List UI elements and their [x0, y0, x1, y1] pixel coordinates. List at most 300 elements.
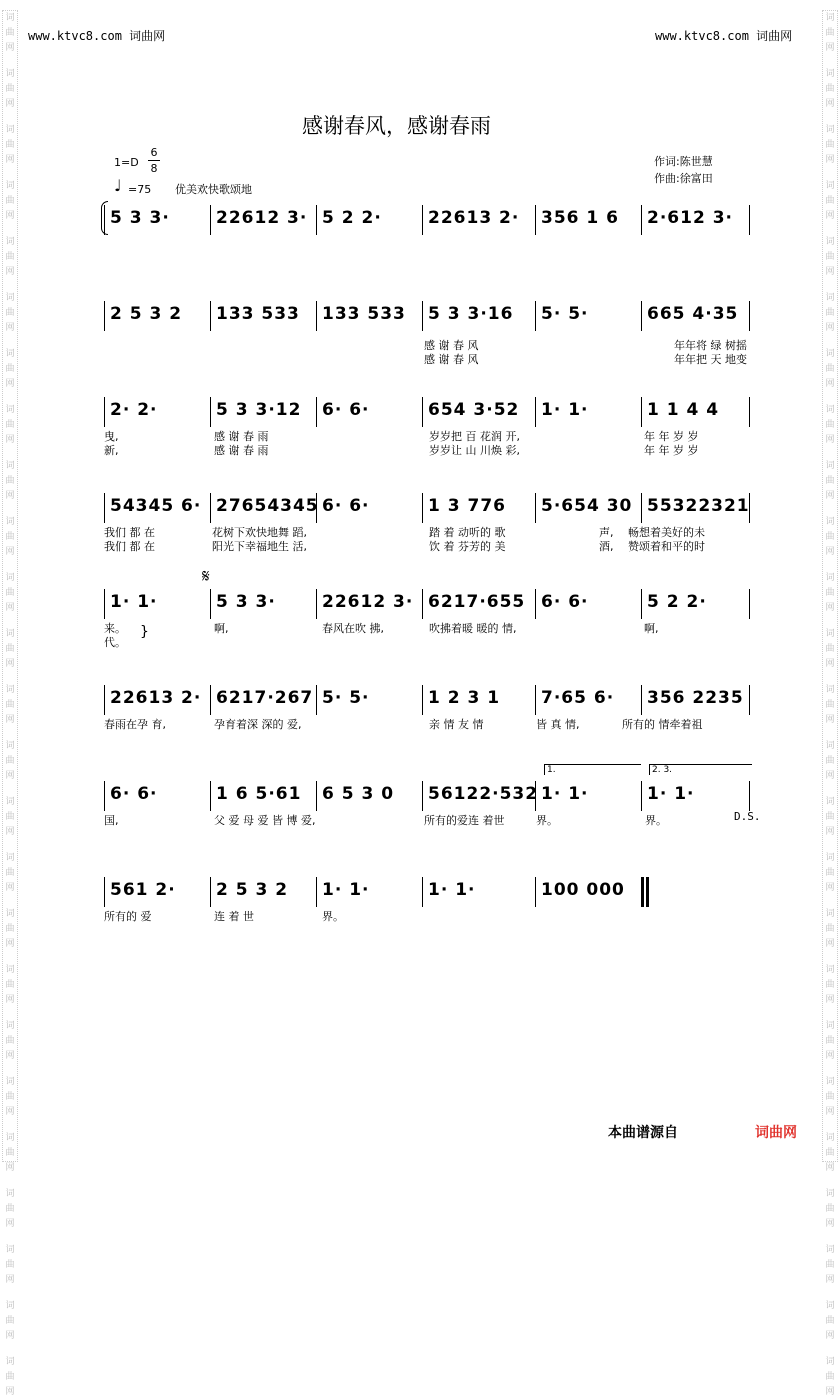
watermark-char: 曲 [825, 28, 835, 38]
watermark-char: 曲 [825, 364, 835, 374]
measure-notes: 5· 5· [541, 304, 589, 324]
watermark-gap [3, 1064, 17, 1075]
watermark-char: 曲 [825, 420, 835, 430]
watermark-char: 曲 [825, 1316, 835, 1326]
watermark-char: 网 [5, 435, 15, 445]
watermark-char: 词 [825, 965, 835, 975]
bar-line [316, 589, 317, 619]
watermark-char: 网 [5, 939, 15, 949]
watermark-char: 词 [5, 69, 15, 79]
lyric-line: 年 年 岁 岁 [644, 430, 699, 443]
watermark-gap [3, 1176, 17, 1187]
watermark-char: 词 [825, 125, 835, 135]
watermark-char: 网 [825, 267, 835, 277]
bar-line [316, 205, 317, 235]
bar-line [749, 781, 750, 811]
composer: 作曲:徐富田 [654, 172, 713, 185]
lyric-line: 年 年 岁 岁 [644, 444, 699, 457]
watermark-char: 网 [825, 99, 835, 109]
measure-notes: 56122·532 [428, 784, 539, 804]
lyric-line: 感 谢 春 风 [424, 339, 479, 352]
bar-line [210, 781, 211, 811]
watermark-char: 词 [5, 237, 15, 247]
bar-line [422, 397, 423, 427]
watermark-char: 曲 [5, 1204, 15, 1214]
watermark-char: 曲 [825, 756, 835, 766]
watermark-char: 词 [825, 1133, 835, 1143]
watermark-gap [823, 336, 837, 347]
score-system [104, 491, 754, 553]
lyric-line: 连 着 世 [214, 910, 254, 923]
watermark-char: 网 [825, 603, 835, 613]
watermark-char: 网 [825, 547, 835, 557]
watermark-char: 词 [5, 909, 15, 919]
header-right-site: 词曲网 [756, 29, 793, 43]
lyric-line: 父 爱 母 爱 皆 博 爱, [214, 814, 316, 827]
watermark-gap [823, 784, 837, 795]
bar-line [749, 397, 750, 427]
watermark-char: 网 [5, 547, 15, 557]
bar-line [535, 493, 536, 523]
watermark-char: 词 [5, 1133, 15, 1143]
watermark-char: 网 [5, 1275, 15, 1285]
watermark-char: 词 [825, 629, 835, 639]
watermark-char: 网 [5, 211, 15, 221]
bar-line [316, 397, 317, 427]
watermark-char: 网 [5, 491, 15, 501]
watermark-gap [823, 1008, 837, 1019]
watermark-char: 曲 [5, 756, 15, 766]
measure-notes: 22613 2· [110, 688, 202, 708]
watermark-char: 曲 [5, 140, 15, 150]
watermark-gap [823, 392, 837, 403]
measure-notes: 6217·655 [428, 592, 526, 612]
watermark-gap [823, 1288, 837, 1299]
watermark-char: 网 [5, 603, 15, 613]
measure-notes: 22613 2· [428, 208, 520, 228]
header-left-site: 词曲网 [129, 29, 166, 43]
right-watermark-column [822, 10, 838, 1397]
watermark-char: 词 [5, 629, 15, 639]
bar-line [104, 877, 105, 907]
key-signature: 1=D [114, 156, 139, 169]
bar-line [641, 397, 642, 427]
watermark-char: 词 [5, 1077, 15, 1087]
lyric-line: 酒, [599, 540, 614, 553]
watermark-char: 曲 [825, 476, 835, 486]
watermark-char: 曲 [825, 1036, 835, 1046]
measure-notes: 6· 6· [110, 784, 158, 804]
watermark-char: 网 [5, 1331, 15, 1341]
watermark-char: 曲 [825, 700, 835, 710]
watermark-char: 词 [5, 349, 15, 359]
header-left-url[interactable]: www.ktvc8.com [28, 29, 122, 43]
watermark-char: 词 [825, 237, 835, 247]
watermark-char: 曲 [825, 1372, 835, 1382]
watermark-char: 网 [825, 827, 835, 837]
watermark-char: 词 [5, 1021, 15, 1031]
watermark-char: 网 [825, 155, 835, 165]
watermark-char: 网 [825, 43, 835, 53]
watermark-char: 词 [5, 1357, 15, 1367]
measure-notes: 7·65 6· [541, 688, 615, 708]
measure-notes: 2·612 3· [647, 208, 733, 228]
watermark-char: 网 [825, 379, 835, 389]
bar-line [104, 685, 105, 715]
measure-notes: 1· 1· [541, 400, 589, 420]
watermark-char: 词 [825, 853, 835, 863]
watermark-gap [823, 1344, 837, 1355]
bar-line [104, 397, 105, 427]
watermark-char: 网 [825, 771, 835, 781]
watermark-char: 曲 [825, 1148, 835, 1158]
watermark-gap [3, 728, 17, 739]
watermark-char: 词 [825, 797, 835, 807]
bar-line [641, 301, 642, 331]
watermark-char: 网 [825, 1163, 835, 1173]
watermark-char: 曲 [825, 588, 835, 598]
measure-notes: 5 3 3· [216, 592, 276, 612]
measure-notes: 22612 3· [322, 592, 414, 612]
lyric-line: 赞颂着和平的时 [628, 540, 705, 553]
measure-notes: 6· 6· [322, 496, 370, 516]
bar-line [641, 589, 642, 619]
watermark-char: 曲 [5, 476, 15, 486]
watermark-char: 网 [5, 995, 15, 1005]
measure-notes: 5 3 3·16 [428, 304, 514, 324]
measure-notes: 6· 6· [541, 592, 589, 612]
score-system [104, 765, 761, 827]
lyric-line: 感 谢 春 雨 [214, 444, 269, 457]
measure-notes: 5 3 3·12 [216, 400, 302, 420]
watermark-gap [3, 616, 17, 627]
watermark-char: 网 [5, 1163, 15, 1173]
bar-line [210, 301, 211, 331]
bar-line [316, 301, 317, 331]
lyric-line: 所有的 情牵着祖 [622, 718, 703, 731]
watermark-char: 词 [5, 1301, 15, 1311]
measure-notes: 654 3·52 [428, 400, 520, 420]
lyric-line: 我们 都 在 [104, 540, 155, 553]
watermark-char: 曲 [5, 308, 15, 318]
tempo: =75 [128, 183, 152, 196]
watermark-char: 网 [825, 491, 835, 501]
measure-notes: 2· 2· [110, 400, 158, 420]
watermark-char: 网 [825, 939, 835, 949]
watermark-char: 曲 [825, 1204, 835, 1214]
lyric-line: 新, [104, 444, 119, 457]
lyric-line: 界。 [322, 910, 344, 923]
watermark-char: 词 [825, 1357, 835, 1367]
measure-notes: 27654345 [216, 496, 319, 516]
header-left [28, 27, 165, 44]
bar-line [316, 877, 317, 907]
watermark-char: 曲 [5, 700, 15, 710]
score-system [104, 299, 754, 366]
watermark-char: 曲 [5, 420, 15, 430]
watermark-char: 词 [825, 741, 835, 751]
watermark-char: 词 [825, 349, 835, 359]
lyric-line: 春风在吹 拂, [322, 622, 384, 635]
watermark-char: 曲 [825, 868, 835, 878]
watermark-char: 词 [5, 1189, 15, 1199]
watermark-char: 词 [5, 405, 15, 415]
measure-notes: 6 5 3 0 [322, 784, 395, 804]
measure-notes: 2 5 3 2 [216, 880, 289, 900]
bar-line [210, 877, 211, 907]
watermark-char: 词 [825, 69, 835, 79]
bar-line [104, 493, 105, 523]
bar-line [749, 205, 750, 235]
watermark-char: 曲 [825, 1092, 835, 1102]
watermark-gap [823, 1232, 837, 1243]
measure-notes: 1· 1· [647, 784, 695, 804]
watermark-gap [823, 1120, 837, 1131]
brace-close-icon: } [140, 624, 149, 640]
watermark-char: 曲 [825, 84, 835, 94]
footer-source-site[interactable]: 词曲网 [755, 1125, 797, 1141]
watermark-char: 词 [5, 13, 15, 23]
measure-notes: 5 3 3· [110, 208, 170, 228]
dal-segno-mark: D.S. [734, 810, 761, 823]
bar-line [535, 877, 536, 907]
watermark-char: 曲 [5, 644, 15, 654]
measure-notes: 1 3 776 [428, 496, 506, 516]
bar-line [749, 301, 750, 331]
quarter-note-icon: ♩ [114, 176, 122, 195]
header-right-url[interactable]: www.ktvc8.com [655, 29, 749, 43]
watermark-char: 网 [5, 99, 15, 109]
lyric-line: 国, [104, 814, 119, 827]
watermark-char: 曲 [825, 644, 835, 654]
watermark-char: 词 [825, 1301, 835, 1311]
measure-notes: 5· 5· [322, 688, 370, 708]
score-system [104, 587, 754, 649]
lyric-line: 踏 着 动听的 歌 [429, 526, 506, 539]
bar-line [104, 301, 105, 331]
watermark-char: 词 [825, 461, 835, 471]
measure-notes: 2 5 3 2 [110, 304, 183, 324]
measure-notes: 665 4·35 [647, 304, 739, 324]
lyric-line: 孕育着深 深的 爱, [214, 718, 302, 731]
measure-notes: 133 533 [216, 304, 300, 324]
watermark-gap [3, 224, 17, 235]
watermark-gap [3, 56, 17, 67]
watermark-char: 网 [825, 1051, 835, 1061]
watermark-char: 词 [825, 1077, 835, 1087]
watermark-char: 词 [825, 1245, 835, 1255]
time-numerator: 6 [150, 146, 158, 159]
measure-notes: 5 2 2· [647, 592, 707, 612]
measure-notes: 1 1 4 4 [647, 400, 720, 420]
watermark-char: 曲 [825, 924, 835, 934]
bar-line [210, 685, 211, 715]
watermark-gap [823, 1176, 837, 1187]
watermark-gap [3, 1120, 17, 1131]
header-right [655, 27, 792, 44]
watermark-char: 词 [5, 685, 15, 695]
bar-line [641, 685, 642, 715]
watermark-char: 词 [5, 461, 15, 471]
watermark-gap [3, 168, 17, 179]
final-bar-line [646, 877, 649, 907]
measure-notes: 1· 1· [322, 880, 370, 900]
watermark-char: 曲 [5, 364, 15, 374]
bar-line [641, 493, 642, 523]
watermark-char: 网 [825, 883, 835, 893]
watermark-gap [3, 448, 17, 459]
watermark-char: 网 [825, 211, 835, 221]
lyric-line: 亲 情 友 情 [429, 718, 484, 731]
lyric-line: 岁岁把 百 花润 开, [429, 430, 520, 443]
bar-line [104, 589, 105, 619]
watermark-char: 曲 [825, 532, 835, 542]
watermark-gap [3, 1008, 17, 1019]
watermark-char: 词 [5, 1245, 15, 1255]
bar-line [422, 205, 423, 235]
watermark-char: 网 [5, 771, 15, 781]
watermark-gap [823, 672, 837, 683]
measure-notes: 5·654 30 [541, 496, 633, 516]
watermark-char: 曲 [5, 252, 15, 262]
lyric-line: 感 谢 春 风 [424, 353, 479, 366]
left-watermark-column [2, 10, 18, 1397]
lyric-line: 代。 [104, 636, 126, 649]
watermark-gap [823, 1064, 837, 1075]
bar-line [210, 205, 211, 235]
bar-line [535, 205, 536, 235]
watermark-gap [823, 112, 837, 123]
bar-line [316, 685, 317, 715]
watermark-char: 网 [825, 659, 835, 669]
watermark-gap [823, 560, 837, 571]
watermark-char: 网 [5, 43, 15, 53]
watermark-char: 词 [825, 1021, 835, 1031]
watermark-gap [3, 336, 17, 347]
lyric-line: 皆 真 情, [536, 718, 580, 731]
watermark-gap [3, 952, 17, 963]
lyric-line: 界。 [645, 814, 667, 827]
lyric-line: 所有的爱连 着世 [424, 814, 505, 827]
watermark-char: 词 [825, 293, 835, 303]
measure-notes: 561 2· [110, 880, 176, 900]
time-signature [148, 146, 160, 175]
score-system [104, 395, 754, 457]
watermark-char: 曲 [825, 812, 835, 822]
watermark-char: 词 [5, 517, 15, 527]
volta-second-ending: 2. 3. [649, 764, 752, 775]
measure-notes: 100 000 [541, 880, 625, 900]
time-denominator: 8 [150, 162, 158, 175]
watermark-gap [3, 896, 17, 907]
watermark-gap [3, 1232, 17, 1243]
watermark-char: 词 [825, 181, 835, 191]
footer-source-label: 本曲谱源自 [608, 1125, 678, 1141]
watermark-char: 词 [5, 125, 15, 135]
watermark-char: 网 [825, 1107, 835, 1117]
watermark-char: 网 [5, 1387, 15, 1397]
bar-line [210, 589, 211, 619]
watermark-char: 网 [5, 1051, 15, 1061]
bar-line [422, 781, 423, 811]
bar-line [641, 205, 642, 235]
bar-line [210, 397, 211, 427]
watermark-char: 网 [5, 1219, 15, 1229]
score-system [104, 203, 754, 233]
watermark-char: 网 [5, 155, 15, 165]
lyric-line: 来。 [104, 622, 126, 635]
watermark-gap [823, 504, 837, 515]
bar-line [104, 781, 105, 811]
watermark-gap [3, 1288, 17, 1299]
watermark-char: 词 [5, 965, 15, 975]
watermark-char: 网 [825, 1219, 835, 1229]
watermark-gap [3, 392, 17, 403]
watermark-char: 网 [5, 1107, 15, 1117]
bar-line [535, 397, 536, 427]
bar-line [749, 589, 750, 619]
watermark-char: 词 [5, 181, 15, 191]
measure-notes: 133 533 [322, 304, 406, 324]
watermark-char: 网 [825, 1331, 835, 1341]
watermark-char: 曲 [825, 252, 835, 262]
watermark-char: 网 [825, 435, 835, 445]
measure-notes: 54345 6· [110, 496, 202, 516]
watermark-char: 词 [825, 517, 835, 527]
watermark-char: 网 [825, 1387, 835, 1397]
lyric-line: 阳光下幸福地生 活, [212, 540, 307, 553]
lyric-line: 感 谢 春 雨 [214, 430, 269, 443]
lyricist: 作词:陈世慧 [654, 155, 713, 168]
lyric-line: 界。 [536, 814, 558, 827]
watermark-gap [823, 448, 837, 459]
watermark-char: 曲 [5, 812, 15, 822]
measure-notes: 55322321 [647, 496, 750, 516]
watermark-gap [3, 1344, 17, 1355]
watermark-char: 曲 [5, 588, 15, 598]
measure-notes: 356 2235 [647, 688, 744, 708]
lyric-line: 啊, [644, 622, 659, 635]
watermark-gap [3, 112, 17, 123]
watermark-char: 词 [825, 685, 835, 695]
watermark-char: 词 [5, 741, 15, 751]
score-system [104, 683, 754, 731]
watermark-char: 词 [825, 1189, 835, 1199]
watermark-char: 曲 [5, 1036, 15, 1046]
expression-mark: 优美欢快歌颂地 [175, 183, 252, 196]
lyric-line: 曳, [104, 430, 119, 443]
watermark-char: 词 [825, 405, 835, 415]
watermark-char: 网 [825, 995, 835, 1005]
lyric-line: 花树下欢快地舞 蹈, [212, 526, 307, 539]
watermark-char: 曲 [825, 196, 835, 206]
watermark-char: 曲 [5, 924, 15, 934]
watermark-char: 曲 [825, 140, 835, 150]
watermark-char: 网 [5, 715, 15, 725]
watermark-char: 曲 [5, 1092, 15, 1102]
score-title: 感谢春风，感谢春雨 [302, 114, 491, 138]
measure-notes: 1· 1· [110, 592, 158, 612]
lyric-line: 吹拂着暖 暖的 情, [429, 622, 517, 635]
watermark-char: 词 [825, 909, 835, 919]
measure-notes: 6· 6· [322, 400, 370, 420]
watermark-gap [3, 560, 17, 571]
watermark-gap [823, 56, 837, 67]
watermark-gap [823, 168, 837, 179]
lyric-line: 岁岁让 山 川焕 彩, [429, 444, 520, 457]
lyric-line: 年年把 天 地变 [674, 353, 747, 366]
watermark-gap [3, 672, 17, 683]
